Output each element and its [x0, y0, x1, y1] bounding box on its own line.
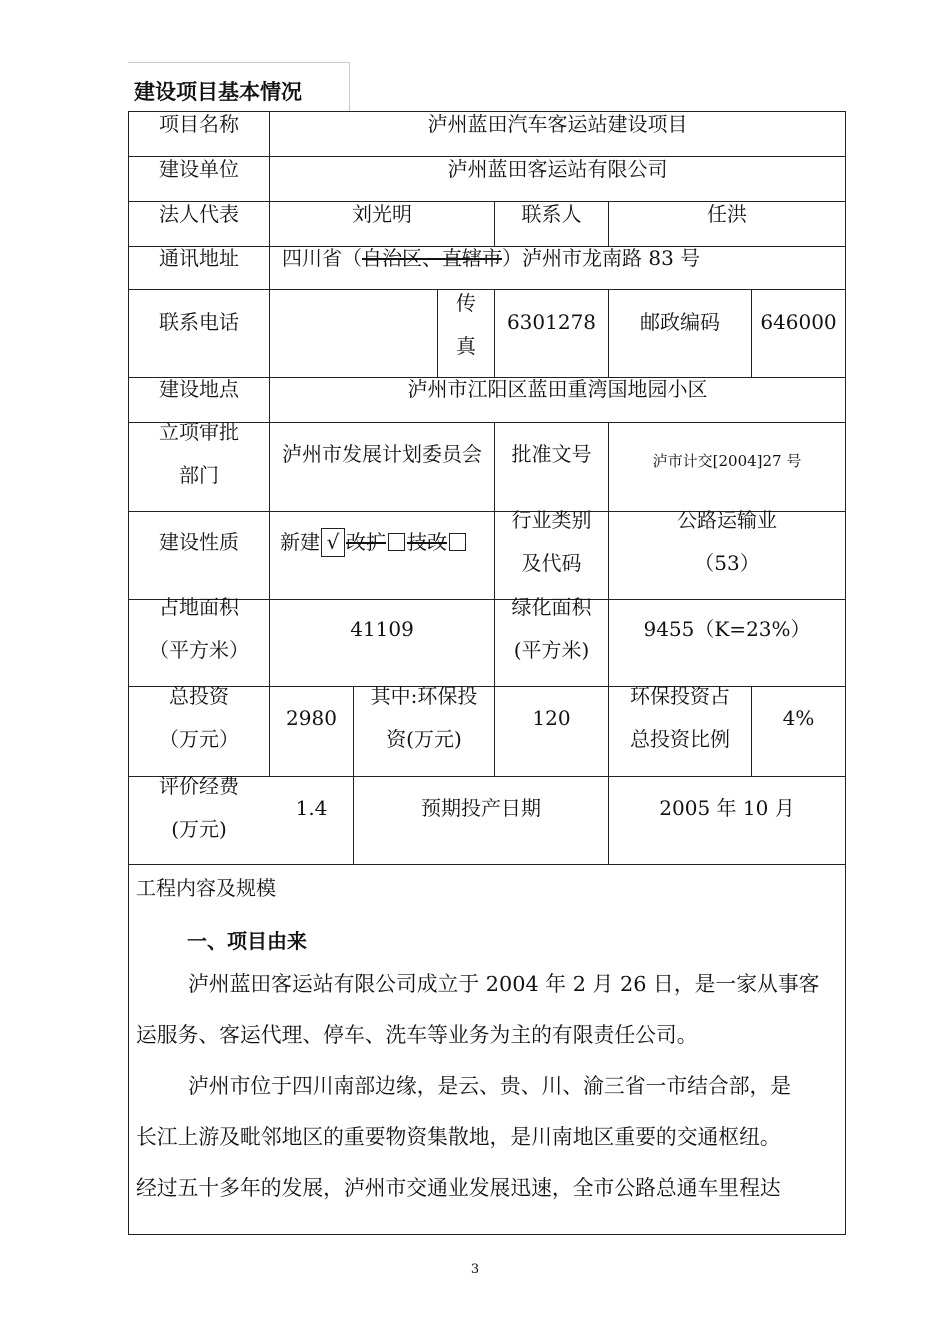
- total-invest-label: 总投资 （万元）: [159, 684, 239, 751]
- subsection-title: 一、项目由来: [187, 929, 307, 953]
- unit-value: 泸州蓝田客运站有限公司: [447, 156, 668, 181]
- paragraph-line: 经过五十多年的发展，泸州市交通业发展迅速，全市公路总通车里程达: [136, 1176, 781, 1200]
- production-date-value: 2005 年 10 月: [659, 796, 795, 820]
- legal-rep-value: 刘光明: [352, 201, 412, 226]
- nature-tech-text: 技改: [407, 530, 447, 554]
- project-name-value: 泸州蓝田汽车客运站建设项目: [427, 111, 688, 136]
- env-invest-value: 120: [532, 706, 571, 730]
- approval-no-value: 泸市计交[2004]27 号: [652, 452, 802, 470]
- postcode-value: 646000: [760, 310, 837, 334]
- total-invest-value: 2980: [286, 706, 337, 730]
- paragraph-line: 运服务、客运代理、停车、洗车等业务为主的有限责任公司。: [136, 1023, 698, 1047]
- paragraph-line: 泸州市位于四川南部边缘，是云、贵、川、渝三省一市结合部，是: [188, 1074, 792, 1098]
- page-title: 建设项目基本情况: [128, 62, 350, 112]
- approval-dept-label: 立项审批 部门: [159, 420, 239, 487]
- env-ratio-value: 4%: [782, 706, 815, 730]
- nature-new-checkbox[interactable]: √: [321, 528, 345, 557]
- contact-label: 联系人: [521, 201, 582, 226]
- fax-value: 6301278: [506, 310, 597, 334]
- approval-no-label: 批准文号: [511, 442, 592, 466]
- nature-new-text: 新建: [280, 530, 320, 554]
- eval-fee-label: 评价经费 (万元): [159, 774, 239, 841]
- location-label: 建设地点: [159, 376, 239, 401]
- address-suffix: ）泸州市龙南路 83 号: [502, 245, 701, 270]
- postcode-label: 邮政编码: [640, 310, 720, 334]
- eval-fee-value: 1.4: [295, 796, 328, 820]
- nature-label: 建设性质: [159, 530, 239, 554]
- location-value: 泸州市江阳区蓝田重湾国地园小区: [407, 376, 708, 401]
- page-number: 3: [470, 1262, 480, 1277]
- env-ratio-label: 环保投资占 总投资比例: [630, 684, 730, 751]
- land-area-label: 占地面积 （平方米）: [149, 595, 249, 662]
- production-date-label: 预期投产日期: [421, 796, 541, 820]
- fax-label: 传 真: [456, 291, 476, 358]
- paragraph-line: 长江上游及毗邻地区的重要物资集散地，是川南地区重要的交通枢纽。: [136, 1125, 781, 1149]
- industry-label: 行业类别 及代码: [511, 508, 592, 575]
- row-divider: [128, 864, 846, 865]
- phone-value: [270, 289, 437, 355]
- paragraph-origin: [136, 959, 838, 1214]
- address-value: [270, 236, 845, 279]
- nature-tech-checkbox[interactable]: [449, 533, 466, 551]
- nature-ext-text: 改扩: [346, 530, 386, 554]
- address-struck-text: 自治区、直辖市: [362, 245, 502, 270]
- legal-rep-label: 法人代表: [159, 201, 239, 226]
- nature-options: [270, 499, 494, 585]
- land-area-value: 41109: [350, 617, 414, 641]
- section-title: 工程内容及规模: [136, 876, 276, 900]
- paragraph-line: 泸州蓝田客运站有限公司成立于 2004 年 2 月 26 日，是一家从事客: [188, 972, 820, 996]
- env-invest-label: 其中:环保投 资(万元): [370, 684, 478, 751]
- approval-dept-value: 泸州市发展计划委员会: [282, 442, 482, 466]
- address-label: 通讯地址: [159, 245, 239, 270]
- unit-label: 建设单位: [159, 156, 239, 181]
- address-prefix: 四川省（: [282, 245, 362, 270]
- contact-value: 任洪: [707, 201, 747, 226]
- industry-value: 公路运输业 （53）: [677, 508, 777, 575]
- phone-label: 联系电话: [159, 310, 239, 334]
- project-name-label: 项目名称: [159, 111, 239, 136]
- nature-ext-checkbox[interactable]: [388, 533, 405, 551]
- green-area-value: 9455（K=23%）: [643, 617, 811, 641]
- green-area-label: 绿化面积 (平方米): [511, 595, 592, 662]
